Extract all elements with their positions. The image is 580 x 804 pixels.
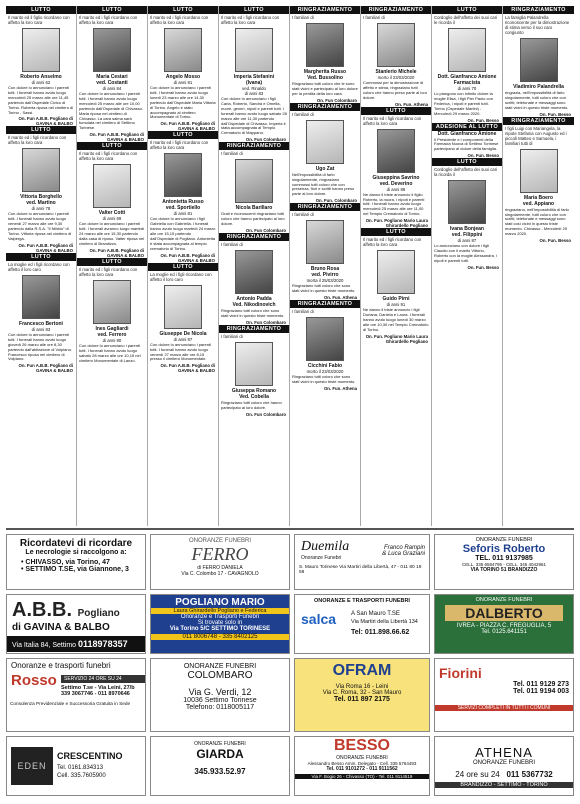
notice-header: LUTTO — [148, 6, 218, 14]
ad-fiorini: Fiorini Tel. 011 9129 273 Tel. 011 9194 003 SERVIZI COMPLETI IN TUTTI I COMUNI — [434, 658, 574, 732]
funeral-home-signature: On. Fun A.B.B. Pogliano di GAVINA & BALBO — [89, 132, 144, 143]
deceased-name-2: Ved. Nikodinovich — [232, 301, 276, 308]
notice-text: Lo annunciano con dolore i figli Claudio con il marito Vittorio, Roberto con la moglie Alessandra, i nipoti e parenti tutti. — [434, 243, 497, 263]
notice-text: Lo piangono con infinito dolore la moglie Elisa, i figli Pier Paolo con Federica, i nipoti e parenti tutti. Torino (Ospedale Martini) - Mercoledì 29 marzo 2020. — [434, 91, 493, 116]
ads-section — [6, 528, 574, 798]
deceased-age: di anni 87 — [173, 336, 193, 342]
portrait-photo — [377, 23, 415, 67]
deceased-name: Giuseppe De Nicola — [159, 330, 207, 337]
deceased-age: di anni 81 — [173, 80, 193, 85]
notice-intro: I familiari di — [363, 15, 385, 20]
deceased-name-2: ved. Deverino — [379, 180, 413, 187]
deceased-name: Imperia Stefanini — [233, 74, 275, 80]
deceased-name-2: ved. Filippini — [451, 232, 483, 239]
deceased-name: Stanlerio Michele — [375, 69, 417, 75]
notice-header: LUTTO — [148, 263, 218, 271]
notice-text: Ringraziano tutti coloro che hanno partecipato al loro dolore. — [221, 399, 282, 410]
ad-seforis: ONORANZE FUNEBRI Seforis Roberto TEL. 011 9137985 CELL. 335 6584795 - CELL. 345 4042961 VIA TORINO 51 BRANDIZZO — [434, 534, 574, 590]
notice-text: ringrazia, nell'impossibilità di farlo singolarmente, tutti coloro che con scritti, telefonate e messaggi sono stati vicini in questo triste momento. — [505, 90, 569, 110]
notice-text: Ringraziano tutti coloro che sono stati vicini in questo triste momento. — [292, 374, 356, 384]
deceased-age: morto il 23/03/2020 — [306, 369, 344, 375]
funeral-home-signature: On. Fun. Colombaro — [315, 198, 357, 204]
notice-text: Ringraziano tutti coloro che sono stati vicini in questo triste momento. — [292, 283, 356, 294]
notice-header: LUTTO — [148, 131, 218, 139]
deceased-name: Cicchini Fabio — [307, 363, 343, 370]
deceased-age: morta il 25/03/2020 — [306, 278, 344, 284]
portrait-photo — [235, 342, 273, 386]
notice-header: LUTTO — [6, 126, 76, 134]
deceased-name: Angelo Mosso — [165, 74, 201, 80]
portrait-photo — [22, 148, 60, 192]
funeral-home-signature: On. Fun A.B.B. Pogliano di GAVINA & BALBO — [89, 247, 144, 258]
funeral-home-signature: On. Fun Colombaro — [245, 227, 286, 233]
deceased-name: Vittoria Borghello — [20, 194, 62, 201]
notice-header: RINGRAZIAMENTO — [503, 117, 574, 125]
deceased-name: Ivana Bonjean — [450, 226, 484, 233]
notice-intro: Cordoglio dell'affetto dei suoi cari le ricorda il — [434, 15, 498, 25]
portrait-photo — [448, 180, 486, 224]
deceased-name-2: ved. Ferrero — [97, 331, 127, 338]
funeral-home-signature: On. Fun. Athena — [394, 101, 428, 107]
ad-athena: ATHENA ONORANZE FUNEBRI 24 ore su 24 011 5367732 BRANDIZZO - SETTIMO - TORINO — [434, 736, 574, 796]
obituary-column — [361, 6, 432, 526]
notice-intro: Il marito ed i figli ricordano con affetto la loro cara — [150, 15, 209, 25]
notice-intro: Il marito ed i figli ricordano con affetto la loro cara — [79, 151, 138, 162]
ad-giarda: ONORANZE FUNEBRI GIARDA 345.933.52.97 — [150, 736, 290, 796]
deceased-age: morto il 23/03/2020 — [377, 75, 415, 80]
funeral-home-signature: On. Fun A.B.B. Pogliano di GAVINA & BALBO — [160, 252, 215, 263]
notice-header: RINGRAZIAMENTO — [290, 300, 360, 308]
deceased-name: Maria Boero — [524, 194, 553, 201]
notice-intro: Il marito ed i figli ricordano con affetto la loro cara — [8, 135, 67, 146]
deceased-name: Margherita Russo — [303, 69, 347, 75]
deceased-age: di anni 78 — [31, 206, 51, 212]
deceased-name-2: Farmacista — [453, 80, 481, 86]
portrait-photo — [22, 275, 60, 319]
portrait-photo — [520, 38, 558, 82]
notice-header: RINGRAZIAMENTO — [503, 6, 574, 14]
funeral-home-signature: On. Fun. Athena — [323, 385, 357, 391]
portrait-photo — [22, 28, 60, 72]
portrait-photo — [164, 153, 202, 197]
notice-header: LUTTO — [77, 258, 147, 266]
notice-text: Ne danno il triste annuncio i figli Doriana, Daniela e Laura. I funerali hanno avuto luogo lunedì 30 marzo alle ore 10,30 nel Tempio Crematorio di Torino. — [363, 307, 429, 332]
ad-ofram: OFRAM Via Roma 16 - Leini Via C. Roma, 32 - San Mauro Tel. 011 897 2175 — [294, 658, 430, 732]
funeral-home-signature: On. Fun A.B.B. Pogliano di GAVINA & BALBO — [18, 363, 73, 374]
funeral-home-signature: On. Fun. Besso — [467, 264, 499, 270]
deceased-name: Valter Cotti — [98, 210, 126, 217]
deceased-name-2: Ved. Bussolino — [307, 75, 343, 81]
obituary-column — [77, 6, 148, 526]
notice-intro: I familiari di — [221, 151, 243, 157]
portrait-photo — [235, 159, 273, 203]
funeral-home-signature: On. Fun Colombaro — [245, 137, 286, 143]
portrait-photo — [93, 164, 131, 208]
deceased-name-2: ved. Sportiello — [165, 205, 201, 212]
deceased-name: Guido Pirni — [382, 296, 410, 303]
ad-colombaro: ONORANZE FUNEBRI COLOMBARO Via G. Verdi, 12 10036 Settimo Torinese Telefono: 0118005117 — [150, 658, 290, 732]
notice-header: RINGRAZIAMENTO — [290, 203, 360, 211]
deceased-name: Francesco Bertoni — [19, 320, 63, 327]
notice-text: Con dolore lo annunciano i figli Carla, Roberto, Sandra e Ornella, nuore, generi, nipoti e parenti tutti. I funerali hanno avuto luogo sabato 28 marzo alle ore 11,30 partendo dall'Ospedale di Chivasso. Imperia è stata accompagnata al Tempio Crematorio di Mappano. — [221, 96, 287, 136]
deceased-name-2: (Ivana) — [245, 80, 263, 86]
deceased-name: Antonio Padda — [236, 295, 272, 302]
notice-intro: I familiari di — [221, 333, 243, 339]
portrait-photo — [377, 129, 415, 173]
ad-duemila: Duemila Onoranze Funebri Franco Rampin & Luca Graziani S. Mauro Torinese Via Martiri della Libertà, 47 - 011 80 19 58 — [294, 534, 430, 590]
obituary-column — [432, 6, 503, 526]
portrait-photo — [306, 23, 344, 67]
notice-intro: I familiari di — [292, 111, 314, 117]
ad-ricordatevi: Ricordatevi di ricordare Le necrologie si raccolgono a: • CHIVASSO, via Torino, 47 • SETTIMO T.SE, via Giannone, 3 — [6, 534, 146, 590]
deceased-name: Ines Gagliardi — [95, 325, 129, 332]
funeral-home-signature: On. Fun. Besso — [539, 238, 571, 244]
deceased-age: di anni 70 — [457, 86, 477, 91]
deceased-name-2: Ved. Cobella — [239, 393, 269, 400]
ad-dalberto: ONORANZE FUNEBRI DALBERTO IVREA - PIAZZA C. FREGUGLIA, 5 Tel. 0125.641151 — [434, 594, 574, 654]
notice-intro: I familiari di — [221, 241, 243, 247]
obituary-column — [290, 6, 361, 526]
ad-salca: ONORANZE E TRASPORTI FUNEBRI salca A San Mauro T.SE Via Martiri della Libertà 134 Tel: 011.898.66.62 — [294, 594, 430, 654]
portrait-photo — [235, 250, 273, 294]
funeral-home-signature: On. Fun Colombaro — [245, 411, 286, 417]
deceased-name: Ugo Zat — [315, 165, 335, 172]
notice-text: Con dolore lo annunciano i parenti tutti. I funerali hanno avuto luogo mercoledì 25 marzo alle ore 11,45 partendo dall'Ospedale Civico di Torino. Roberta riposa nel cimitero di Torino - Sassi. — [8, 85, 74, 115]
deceased-name-2: ved. Appiano — [522, 200, 555, 207]
notice-header: LUTTO — [361, 228, 431, 236]
notice-text: Ringraziano tutti coloro che le sono stati vicini e partecipato al loro dolore per la perdita della loro cara. — [292, 81, 358, 96]
portrait-photo — [377, 250, 415, 294]
obituary-column — [219, 6, 290, 526]
deceased-name-2: ved. Pivirro — [311, 272, 339, 279]
deceased-age: di anni 84 — [102, 86, 122, 91]
deceased-age: di anni 87 — [457, 238, 477, 244]
deceased-name: Bruno Rosa — [310, 266, 340, 273]
deceased-age-2: di anni 83 — [244, 91, 264, 96]
deceased-age: di anni 89 — [386, 186, 406, 192]
notice-intro: I familiari di — [292, 212, 314, 218]
deceased-name: Giuseppa Romano — [231, 387, 277, 394]
funeral-home-signature: On. Fun Colombaro — [245, 319, 286, 325]
funeral-home-signature: On. Fun. Pogliano Mario Laura Ghirardello Pogliano — [365, 333, 428, 344]
notice-intro: Il marito ed i figli ricordano con affetto la loro cara — [79, 266, 138, 277]
notice-intro: Il marito ed i figli ricordano con affetto la loro cara — [79, 15, 138, 25]
deceased-age: di anni 62 — [31, 80, 51, 85]
notice-intro: Il marito ed i figli ricordano con affetto la loro cara — [150, 140, 209, 151]
notice-header: RINGRAZIAMENTO — [219, 325, 289, 333]
notice-intro: La moglie ed i figli ricordano con affetto il loro caro — [150, 271, 212, 282]
notice-intro: I familiari di — [292, 15, 314, 20]
notice-intro: La moglie ed i figli ricordano con affetto il loro caro — [8, 261, 70, 272]
portrait-photo — [93, 280, 131, 324]
deceased-name-2: ved. Costanti — [96, 80, 128, 86]
funeral-home-signature: On. Fun A.B.B. Pogliano di GAVINA & BALBO — [160, 121, 215, 132]
portrait-photo — [93, 28, 131, 72]
notice-header: LUTTO — [6, 253, 76, 261]
notice-header: RINGRAZIAMENTO — [219, 233, 289, 241]
portrait-photo — [306, 120, 344, 164]
notice-intro: Cordoglio dell'affetto dei suoi cari la ricorda il — [434, 167, 498, 178]
ad-ferro: ONORANZE FUNEBRI FERRO di FERRO DANIELA Via C. Colombo 17 - CAVAGNOLO — [150, 534, 290, 590]
funeral-home-signature: On. Fun. Besso — [539, 111, 571, 117]
notice-header: RINGRAZIAMENTO — [219, 142, 289, 150]
ad-pogliano-mario: POGLIANO MARIO Laura Ghirardello Pogliano e Federica Onoranze e Trasporti Funebri Si trovate solo in Via Torino 5/C SETTIMO TORINESE 011 8006748 - 335 8402125 — [150, 594, 290, 654]
ad-abb: A.B.B. Pogliano di GAVINA & BALBO Via Italia 84, Settimo 0118978357 — [6, 594, 146, 654]
notice-header: LUTTO — [432, 6, 502, 14]
portrait-photo — [520, 149, 558, 193]
notice-text: Con dolore lo annunciano i figli Gabriella con Gabriella. I funerali hanno avuto luogo martedì 24 marzo alle ore 15,15 partendo dall'Ospedale di Pogliano. Antonietta è stata accompagnata al tempio crematorio di Torino. — [150, 216, 216, 251]
notice-intro: Il marito ed i figli ricordano con affetto la loro cara — [221, 15, 280, 25]
funeral-home-signature: On. Fun. Besso — [467, 153, 499, 159]
obituary-column — [503, 6, 574, 526]
notice-intro: Il marito ed i figli ricordano con affetto la loro cara — [363, 237, 422, 248]
portrait-photo — [235, 28, 273, 72]
notice-text: Ringraziano tutti coloro che sono stati vicini in questo triste momento. — [221, 307, 285, 318]
notice-header: RINGRAZIAMENTO — [290, 6, 360, 14]
notice-text: Con dolore lo annunciano i parenti tutti. I funerali hanno avuto luogo giovedì 26 marzo alle ore 8,30 partendo dall'abitazione di Volpiano. Francesco riposa nel cimitero di Volpiano. — [8, 331, 72, 362]
notice-text: Con dolore lo annunciano i parenti tutti. I funerali hanno avuto luogo sabato 28 marzo alle ore 10,15 nel cimitero Monumentale di Lanzo. — [79, 342, 141, 363]
notice-header: RINGRAZIAMENTO — [361, 6, 431, 14]
deceased-age: di anni 91 — [386, 302, 406, 308]
deceased-name: Roberto Anselmo — [20, 74, 62, 80]
portrait-photo — [306, 317, 344, 361]
funeral-home-signature: On. Fun A.B.B. Pogliano di GAVINA & BALBO — [18, 116, 73, 127]
notice-header: LUTTO — [432, 158, 502, 166]
obituary-column — [6, 6, 77, 526]
notice-text: Nell'impossibilità di farlo singolarmente, ringraziano commossi tutti coloro che con presenza, fiori e scritti hanno preso parte al loro dolore. — [292, 171, 355, 197]
ad-besso: BESSO ONORANZE FUNEBRI Alessandro Besso Amm. Delegato - Cell. 335 5764493 Tel. 011 9101272 - 011 9111562 Via F. Bogio 26 - Chivasso (TO) - Tel. 011 9114519 — [294, 736, 430, 796]
deceased-name: Nicola Barillaro — [235, 205, 273, 212]
notice-text: ringraziano, nell'impossibilità di farlo singolarmente, tutti coloro che con scritti, telefonate e messaggi sono stati così vicini in questo triste momento. Chivasso - Mercoledì 29 marzo 2020. — [505, 206, 569, 237]
funeral-home-signature: On. Fun. Besso — [467, 117, 499, 123]
deceased-age: di anni 90 — [102, 337, 122, 343]
notice-intro: Il marito ed i figli ricordano con affetto la loro cara — [363, 115, 422, 126]
notice-intro: I figli Luigi con Mariangela, la nipote Stefania con Augusto ed i piccoli Matteo e Samuela, i familiari tutti di — [505, 125, 567, 146]
notice-text: Con dolore lo annunciano i parenti tutti. I funerali hanno avuto luogo venerdì 27 marzo alle ore 8,15 presso il cimitero Monumentale. — [150, 341, 211, 362]
notice-text: Ne danno il triste annuncio il figlio Roberto, la nuora, i nipoti e parenti tutti. I funerali hanno avuto luogo mercoledì 25 marzo alle ore 11,00 nel Tempio Crematorio di Torino. — [363, 191, 425, 217]
deceased-name: Antonietta Russo — [162, 199, 204, 206]
portrait-photo — [164, 285, 202, 329]
deceased-age: di anni 81 — [173, 211, 193, 217]
deceased-age: di anni 83 — [31, 326, 51, 332]
obituary-column — [148, 6, 219, 526]
funeral-home-signature: On. Fun A.B.B. Pogliano di GAVINA & BALBO — [160, 363, 215, 374]
notice-header: LUTTO — [219, 6, 289, 14]
notice-intro: La famiglia Palandrella riconoscente per la dimostrazione di stima verso il suo caro congiunto — [505, 15, 570, 35]
ad-rosso: Onoranze e trasporti funebri Rosso SERVIZIO 24 ORE SU 24 Settimo T.se - Via Leini, 27/b 339 3067746 - 011 8970646 Consulenza Previdenziale e Successoria Gratuita in Sede — [6, 658, 146, 732]
deceased-name: Maria Cestari — [96, 74, 128, 80]
portrait-photo — [448, 28, 486, 72]
notice-header: RINGRAZIAMENTO — [290, 103, 360, 111]
funeral-home-signature: On. Fun Colombaro — [316, 97, 357, 103]
notice-header: LUTTO — [77, 6, 147, 14]
portrait-photo — [306, 220, 344, 264]
notice-text: Il Presidente e i componenti della Farmacia Nuova di Settimo Torinese partecipano al dolore della famiglia. — [434, 136, 499, 152]
notice-text: Con dolore lo annunciano i parenti tutti. I funerali hanno avuto luogo lunedì 23 marzo alle ore 14,30 partendo dall'Ospedale Maria Vittoria di Torino. Angelo è stato accompagnato al cimitero Monumentale di Torino. — [150, 85, 216, 120]
deceased-age: ved. Rinaldo — [242, 86, 266, 91]
notice-intro: I familiari di — [292, 309, 314, 315]
notice-text: Con dolore lo annunciano i parenti tutti. I funerali avranno luogo martedì 24 marzo alle ore 15,30 partendo dalla casa di riposo. Valter riposa nel cimitero di Brandizzo. — [79, 221, 145, 246]
notice-header: ADESIONE AL LUTTO — [432, 123, 502, 131]
deceased-name: Vladimiro Palandrella — [513, 84, 564, 90]
notice-header: LUTTO — [77, 142, 147, 150]
funeral-home-signature: On. Fun. Athena — [323, 295, 357, 301]
notice-text: Con dolore lo annunciano i parenti tutti. I funerali hanno avuto luogo venerdì 27 marzo alle ore 9,30 partendo dalla R.S.A. "Il Nibbio" di Torino. Vittoria riposa nel cimitero di Valperga. — [8, 211, 72, 241]
ad-eden: EDEN CRESCENTINO Tel. 0161.834313 Cell. 335.7605900 — [6, 736, 146, 796]
notice-text: Commossi per la dimostrazione di affetto e stima, ringraziano tutti coloro che hanno preso parte al loro dolore. — [363, 80, 428, 100]
deceased-age: di anni 69 — [102, 216, 122, 222]
deceased-name: Dott. Gianfranco Amione — [437, 74, 497, 80]
obituary-page — [6, 6, 574, 526]
funeral-home-signature: On. Fun. Pogliano Mario Laura Ghirardello Pogliano — [365, 218, 428, 229]
notice-text: Grati e riconoscenti ringraziano tutti coloro che hanno partecipato al loro dolore. — [221, 211, 285, 227]
notice-text: Con dolore lo annunciano i parenti tutti. I funerali hanno avuto luogo mercoledì 25 marzo alle ore 10,00 partendo dall'Ospedale di Chivasso. Maria riposa nel cimitero di Chivasso. La cara salma sarà tumulata nel cimitero di Settimo Torinese. — [79, 91, 143, 131]
notice-header: LUTTO — [361, 107, 431, 115]
deceased-name-2: ved. Martino — [26, 200, 56, 207]
deceased-name: Dott. Gianfranco Amione — [437, 130, 497, 137]
deceased-name: Giuseppina Savrino — [372, 174, 420, 181]
notice-intro: Il marito ed il figlio ricordano con affetto la loro cara — [8, 15, 70, 25]
portrait-photo — [164, 28, 202, 72]
funeral-home-signature: On. Fun A.B.B. Pogliano di GAVINA & BALBO — [18, 242, 73, 253]
notice-header: LUTTO — [6, 6, 76, 14]
